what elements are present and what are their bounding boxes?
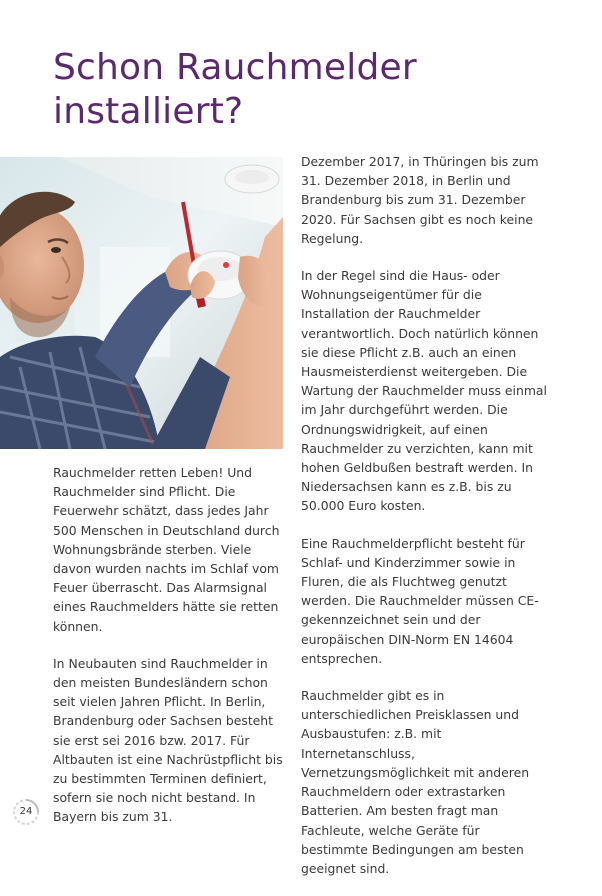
paragraph: Rauchmelder gibt es in unterschiedlichen Preisklassen und Ausbaustufen: z.B. mit Internetanschluss, Vernetzungsmöglichkeit mit anderen Rauchmeldern oder extrastarken Batterien. Am besten fragt man Fachleute, welche Geräte für bestimmte Bedingungen am besten geeignet sind.: [301, 688, 530, 876]
left-text-column: [53, 463, 285, 845]
smoke-detector-photo: [0, 157, 283, 449]
page-title: [53, 46, 573, 134]
right-text-column: [301, 152, 547, 896]
title-line-1: Schon Rauchmelder: [53, 47, 417, 88]
title-line-2: installiert?: [53, 91, 244, 132]
page-number: 24: [19, 806, 33, 817]
paragraph: In der Regel sind die Haus- oder Wohnungseigentümer für die Installation der Rauchmelder verantwortlich. Doch natürlich können sie diese Pflicht z.B. auch an einen Hausmeisterdienst weitergeben. Die Wartung der Rauchmelder muss einmal im Jahr durchgeführt werden. Die Ordnungswidrigkeit, auf einen Rauchmelder zu verzichten, kann mit hohen Geldbußen bestraft werden. In Niedersachsen kann es z.B. bis zu 50.000 Euro kosten.: [301, 268, 547, 514]
page-number-badge: [12, 798, 40, 826]
paragraph: Dezember 2017, in Thüringen bis zum 31. Dezember 2018, in Berlin und Brandenburg bis zum 31. Dezember 2020. Für Sachsen gibt es noch keine Regelung.: [301, 154, 539, 246]
paragraph: Eine Rauchmelderpflicht besteht für Schlaf- und Kinderzimmer sowie in Fluren, die als Fluchtweg genutzt werden. Die Rauchmelder müssen CE-gekennzeichnet sein und der europäischen DIN-Norm EN 14604 entsprechen.: [301, 535, 539, 666]
paragraph: Rauchmelder retten Leben! Und Rauchmelder sind Pflicht. Die Feuerwehr schätzt, dass jedes Jahr 500 Menschen in Deutschland durch Wohnungsbrände sterben. Viele davon wurden nachts im Schlaf vom Feuer überrascht. Das Alarmsignal eines Rauchmelders hätte sie retten können.: [53, 465, 280, 634]
paragraph: In Neubauten sind Rauchmelder in den meisten Bundesländern schon seit vielen Jahren Pflicht. In Berlin, Brandenburg oder Sachsen besteht sie erst sei 2016 bzw. 2017. Für Altbauten ist eine Nachrüstpflicht bis zu bestimmten Terminen definiert, sofern sie noch nicht bestand. In Bayern bis zum 31.: [53, 655, 283, 825]
photo-illustration: [0, 157, 283, 449]
